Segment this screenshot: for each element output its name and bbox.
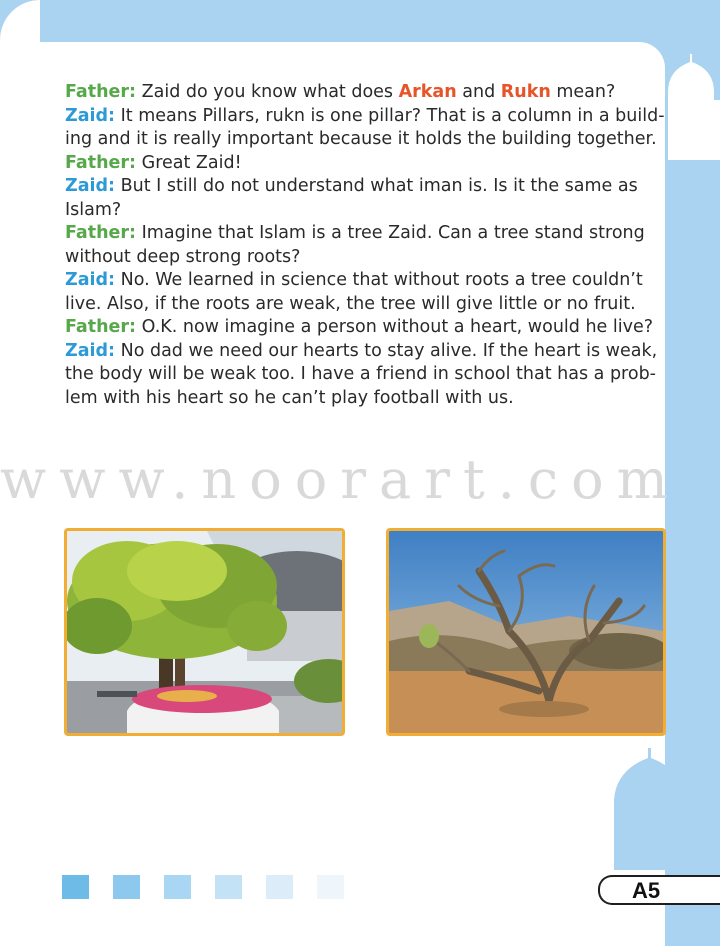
watermark: www.noorart.com bbox=[0, 448, 681, 511]
footer-square bbox=[266, 875, 293, 899]
dialogue-line-text: lem with his heart so he can’t play football with us. bbox=[65, 387, 514, 408]
dialogue-line-text: No dad we need our hearts to stay alive. If the heart is weak, bbox=[120, 340, 658, 361]
dialogue-line-text: Imagine that Islam is a tree Zaid. Can a tree stand strong bbox=[141, 223, 645, 243]
page-number-badge bbox=[598, 875, 720, 905]
dialogue-line-text: live. Also, if the roots are weak, the tree will give little or no fruit. bbox=[65, 293, 636, 314]
dialogue-line bbox=[65, 316, 654, 340]
dialogue-line-text: without deep strong roots? bbox=[65, 246, 301, 267]
speaker-label: Father: bbox=[65, 223, 137, 243]
dialogue-line bbox=[65, 246, 650, 270]
dialogue-line bbox=[65, 175, 650, 199]
dialogue-line bbox=[65, 128, 657, 152]
dialogue-line-text: It means Pillars, rukn is one pillar? That is a column in a build- bbox=[120, 105, 665, 126]
dead-tree-photo bbox=[386, 528, 666, 736]
speaker-label: Zaid: bbox=[65, 340, 116, 361]
speaker-label: Father: bbox=[65, 152, 137, 173]
dialogue-text-part: Zaid do you know what does bbox=[141, 82, 399, 102]
speaker-label: Zaid: bbox=[65, 176, 116, 196]
dialogue-line bbox=[65, 81, 650, 105]
footer-square bbox=[62, 875, 89, 899]
speaker-label: Father: bbox=[65, 317, 137, 337]
dialogue-line bbox=[65, 105, 665, 129]
footer-square bbox=[113, 875, 140, 899]
dialogue-line bbox=[65, 269, 650, 293]
dialogue-line-text: the body will be weak too. I have a friend in school that has a prob- bbox=[65, 364, 656, 384]
dialogue-text-part: and bbox=[456, 82, 501, 102]
dialogue-text-part: mean? bbox=[550, 82, 616, 102]
speaker-label: Zaid: bbox=[65, 105, 116, 126]
speaker-label: Father: bbox=[65, 82, 137, 102]
dialogue-line bbox=[65, 293, 650, 317]
keyword: Rukn bbox=[500, 82, 551, 102]
dialogue-line-text: Great Zaid! bbox=[141, 152, 242, 173]
dialogue-line-text: Islam? bbox=[65, 199, 122, 220]
dialogue-line-text: O.K. now imagine a person without a heart, would he live? bbox=[141, 317, 654, 337]
speaker-label: Zaid: bbox=[65, 270, 116, 290]
page-number: A5 bbox=[632, 878, 661, 903]
dialogue-line-text: ing and it is really important because it holds the building together. bbox=[65, 129, 657, 149]
dialogue-line bbox=[65, 363, 656, 387]
page-corner bbox=[0, 0, 40, 70]
healthy-tree-photo bbox=[64, 528, 345, 736]
footer-square bbox=[215, 875, 242, 899]
dialogue-line bbox=[65, 222, 650, 246]
dialogue-text bbox=[65, 81, 665, 410]
footer-square bbox=[164, 875, 191, 899]
dialogue-line bbox=[65, 387, 650, 411]
keyword: Arkan bbox=[398, 82, 457, 102]
dialogue-line-text: No. We learned in science that without roots a tree couldn’t bbox=[120, 270, 643, 290]
dialogue-line bbox=[65, 152, 650, 176]
footer-square bbox=[317, 875, 344, 899]
dialogue-line bbox=[65, 340, 658, 364]
dialogue-line-text: But I still do not understand what iman is. Is it the same as bbox=[120, 176, 638, 196]
dialogue-line bbox=[65, 199, 650, 223]
